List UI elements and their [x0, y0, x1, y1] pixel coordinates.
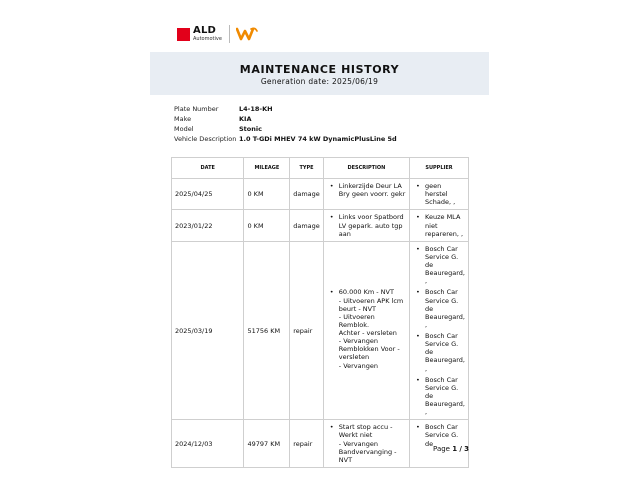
cell-date: 2023/01/22	[172, 210, 244, 241]
col-header-supplier: SUPPLIER	[410, 158, 469, 179]
cell-mileage: 0 KM	[244, 210, 290, 241]
vehicle-info-row	[174, 114, 397, 124]
cell-type: damage	[290, 210, 324, 241]
supplier-item: • geen herstel Schade, ,	[425, 182, 465, 206]
info-value: Stonic	[239, 125, 262, 133]
supplier-item: • Bosch Car Service G. de Beauregard, ,	[425, 288, 465, 329]
vehicle-info-row	[174, 134, 397, 144]
cell-mileage: 49797 KM	[244, 420, 290, 468]
info-value: KIA	[239, 115, 252, 123]
cell-date: 2025/04/25	[172, 179, 244, 210]
cell-description	[323, 420, 409, 468]
table-row	[172, 179, 469, 210]
cell-description	[323, 241, 409, 420]
cell-mileage: 0 KM	[244, 179, 290, 210]
description-item: • 60.000 Km - NVT - Uitvoeren APK lcm beurt - NVT - Uitvoeren Remblok. Achter - versleten - Vervangen Remblokken Voor - versleten - Vervangen	[339, 288, 406, 369]
cell-mileage: 51756 KM	[244, 241, 290, 420]
logo-divider	[229, 25, 230, 43]
info-label: Model	[174, 125, 194, 133]
vehicle-info	[174, 104, 397, 144]
supplier-item: • Bosch Car Service G. de	[425, 423, 465, 447]
leaseplan-logo-icon	[236, 26, 258, 42]
supplier-item: • Keuze MLA niet repareren, ,	[425, 213, 465, 237]
page-title: MAINTENANCE HISTORY	[239, 63, 400, 76]
table-header-row	[172, 158, 469, 179]
header-logos	[177, 24, 258, 44]
supplier-item: • Bosch Car Service G. de Beauregard, ,	[425, 332, 465, 373]
page-indicator	[433, 445, 469, 453]
table-row	[172, 420, 469, 468]
supplier-item: • Bosch Car Service G. de Beauregard, ,	[425, 245, 465, 286]
ald-logo-mark	[177, 28, 190, 41]
cell-supplier	[410, 241, 469, 420]
ald-logo-sub: Automotive	[193, 36, 222, 42]
table-row	[172, 241, 469, 420]
page-separator: /	[459, 445, 462, 453]
page-prefix: Page	[433, 445, 450, 453]
cell-supplier	[410, 179, 469, 210]
col-header-type: TYPE	[290, 158, 324, 179]
generation-date: Generation date: 2025/06/19	[260, 77, 379, 86]
vehicle-info-row	[174, 124, 397, 134]
col-header-mileage: MILEAGE	[244, 158, 290, 179]
page-current: 1	[452, 445, 458, 453]
cell-type: repair	[290, 420, 324, 468]
col-header-date: DATE	[172, 158, 244, 179]
cell-date: 2025/03/19	[172, 241, 244, 420]
description-item: • Linkerzijde Deur LA Bry geen voorr. gekr	[339, 182, 406, 198]
title-banner	[150, 52, 489, 95]
cell-supplier	[410, 420, 469, 468]
info-label: Make	[174, 115, 192, 123]
col-header-description: DESCRIPTION	[323, 158, 409, 179]
cell-supplier	[410, 210, 469, 241]
description-item: • Links voor Spatbord LV gepark. auto tgp aan	[339, 213, 406, 237]
cell-description	[323, 179, 409, 210]
ald-logo-name: ALD	[193, 25, 217, 36]
info-value: L4-18-KH	[239, 105, 273, 113]
page-total: 3	[464, 445, 469, 453]
info-label: Vehicle Description	[174, 135, 237, 143]
cell-date: 2024/12/03	[172, 420, 244, 468]
vehicle-info-row	[174, 104, 397, 114]
cell-type: repair	[290, 241, 324, 420]
cell-description	[323, 210, 409, 241]
ald-logo-text	[193, 26, 222, 42]
table-row	[172, 210, 469, 241]
maintenance-table	[171, 157, 469, 468]
info-label: Plate Number	[174, 105, 219, 113]
cell-type: damage	[290, 179, 324, 210]
supplier-item: • Bosch Car Service G. de Beauregard, ,	[425, 376, 465, 417]
description-item: • Start stop accu - Werkt niet - Vervangen Bandvervanging - NVT	[339, 423, 406, 464]
info-value: 1.0 T-GDi MHEV 74 kW DynamicPlusLine 5d	[239, 135, 397, 143]
